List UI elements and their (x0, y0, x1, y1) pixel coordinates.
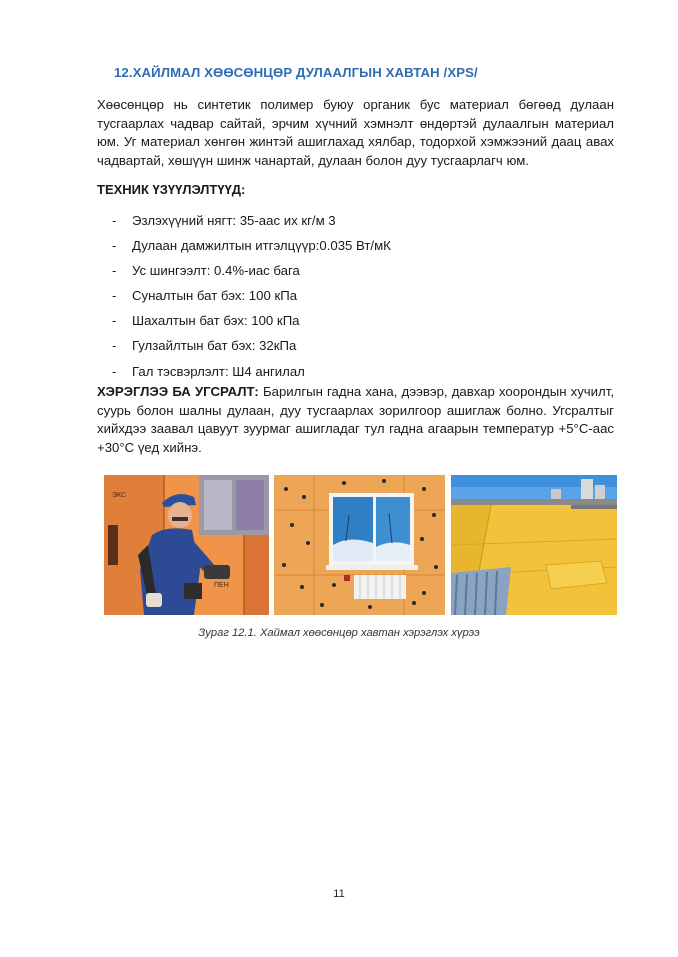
list-item (112, 337, 391, 362)
worker-photo-illustration (104, 475, 269, 615)
photo-roof-insulation (451, 475, 617, 615)
usage-paragraph (97, 383, 614, 457)
bullet-dash: - (112, 288, 117, 304)
figure-caption: Зураг 12.1. Хаймал хөөсөнцөр хавтан хэрэглэх хүрээ (198, 627, 480, 639)
section-heading: 12.ХАЙЛМАЛ ХӨӨСӨНЦӨР ДУЛААЛГЫН ХАВТАН /XPS/ (114, 65, 478, 80)
usage-text: Барилгын гадна хана, дээвэр, давхар хоорондын хучилт, суурь болон шалны дулаан, дуу тусгаарлах зорилгоор ашиглаж болно. Угсралтыг хийхдээ заавал цавуут зуурмаг ашигладаг тул гадна агаарын температур +5°C-аас +30°C үед хийнэ. (97, 384, 614, 455)
spec-bending-strength: Гулзайлтын бат бэх: 32кПа (132, 338, 297, 354)
board-print-text: ПЕН (214, 582, 229, 589)
spec-thermal-conductivity: Дулаан дамжилтын итгэлцүүр:0.035 Вт/мК (132, 238, 391, 254)
bullet-dash: - (112, 363, 117, 379)
bullet-dash: - (112, 263, 117, 279)
specs-list (112, 212, 391, 388)
spec-fire-resistance: Гал тэсвэрлэлт: Ш4 ангилал (132, 363, 305, 379)
page-number: 11 (333, 888, 345, 900)
photo-worker-installing (104, 475, 269, 615)
specs-title: ТЕХНИК ҮЗҮҮЛЭЛТҮҮД: (97, 182, 246, 197)
intro-paragraph: Хөөсөнцөр нь синтетик полимер буюу органик бус материал бөгөөд дулаан тусгаарлах чадвар сайтай, эрчим хүчний хэмнэлт өндөртэй дулаалгын материал юм. Уг материал хөнгөн жинтэй ашиглахад хялбар, тодорхой хэмжээний даац авах чадвартай, хөшүүн шинж чанартай, дулаан болон дуу тусгаарлагч юм. (97, 97, 614, 168)
spec-density: Эзлэхүүний нягт: 35-аас их кг/м 3 (132, 213, 336, 228)
bullet-dash: - (112, 213, 117, 228)
roof-photo-illustration (451, 475, 617, 615)
list-item (112, 287, 391, 312)
spec-water-absorption: Ус шингээлт: 0.4%-иас бага (132, 263, 300, 279)
usage-label: ХЭРЭГЛЭЭ БА УГСРАЛТ: (97, 384, 259, 399)
bullet-dash: - (112, 313, 117, 329)
list-item (112, 312, 391, 337)
list-item (112, 262, 391, 287)
window-photo-illustration (274, 475, 445, 615)
spec-tensile-strength: Суналтын бат бэх: 100 кПа (132, 288, 298, 304)
list-item (112, 237, 391, 262)
board-print-text: ЭКС (112, 492, 127, 499)
photo-wall-window (274, 475, 445, 615)
bullet-dash: - (112, 238, 117, 254)
spec-compressive-strength: Шахалтын бат бэх: 100 кПа (132, 313, 300, 329)
bullet-dash: - (112, 338, 117, 354)
list-item (112, 212, 391, 237)
